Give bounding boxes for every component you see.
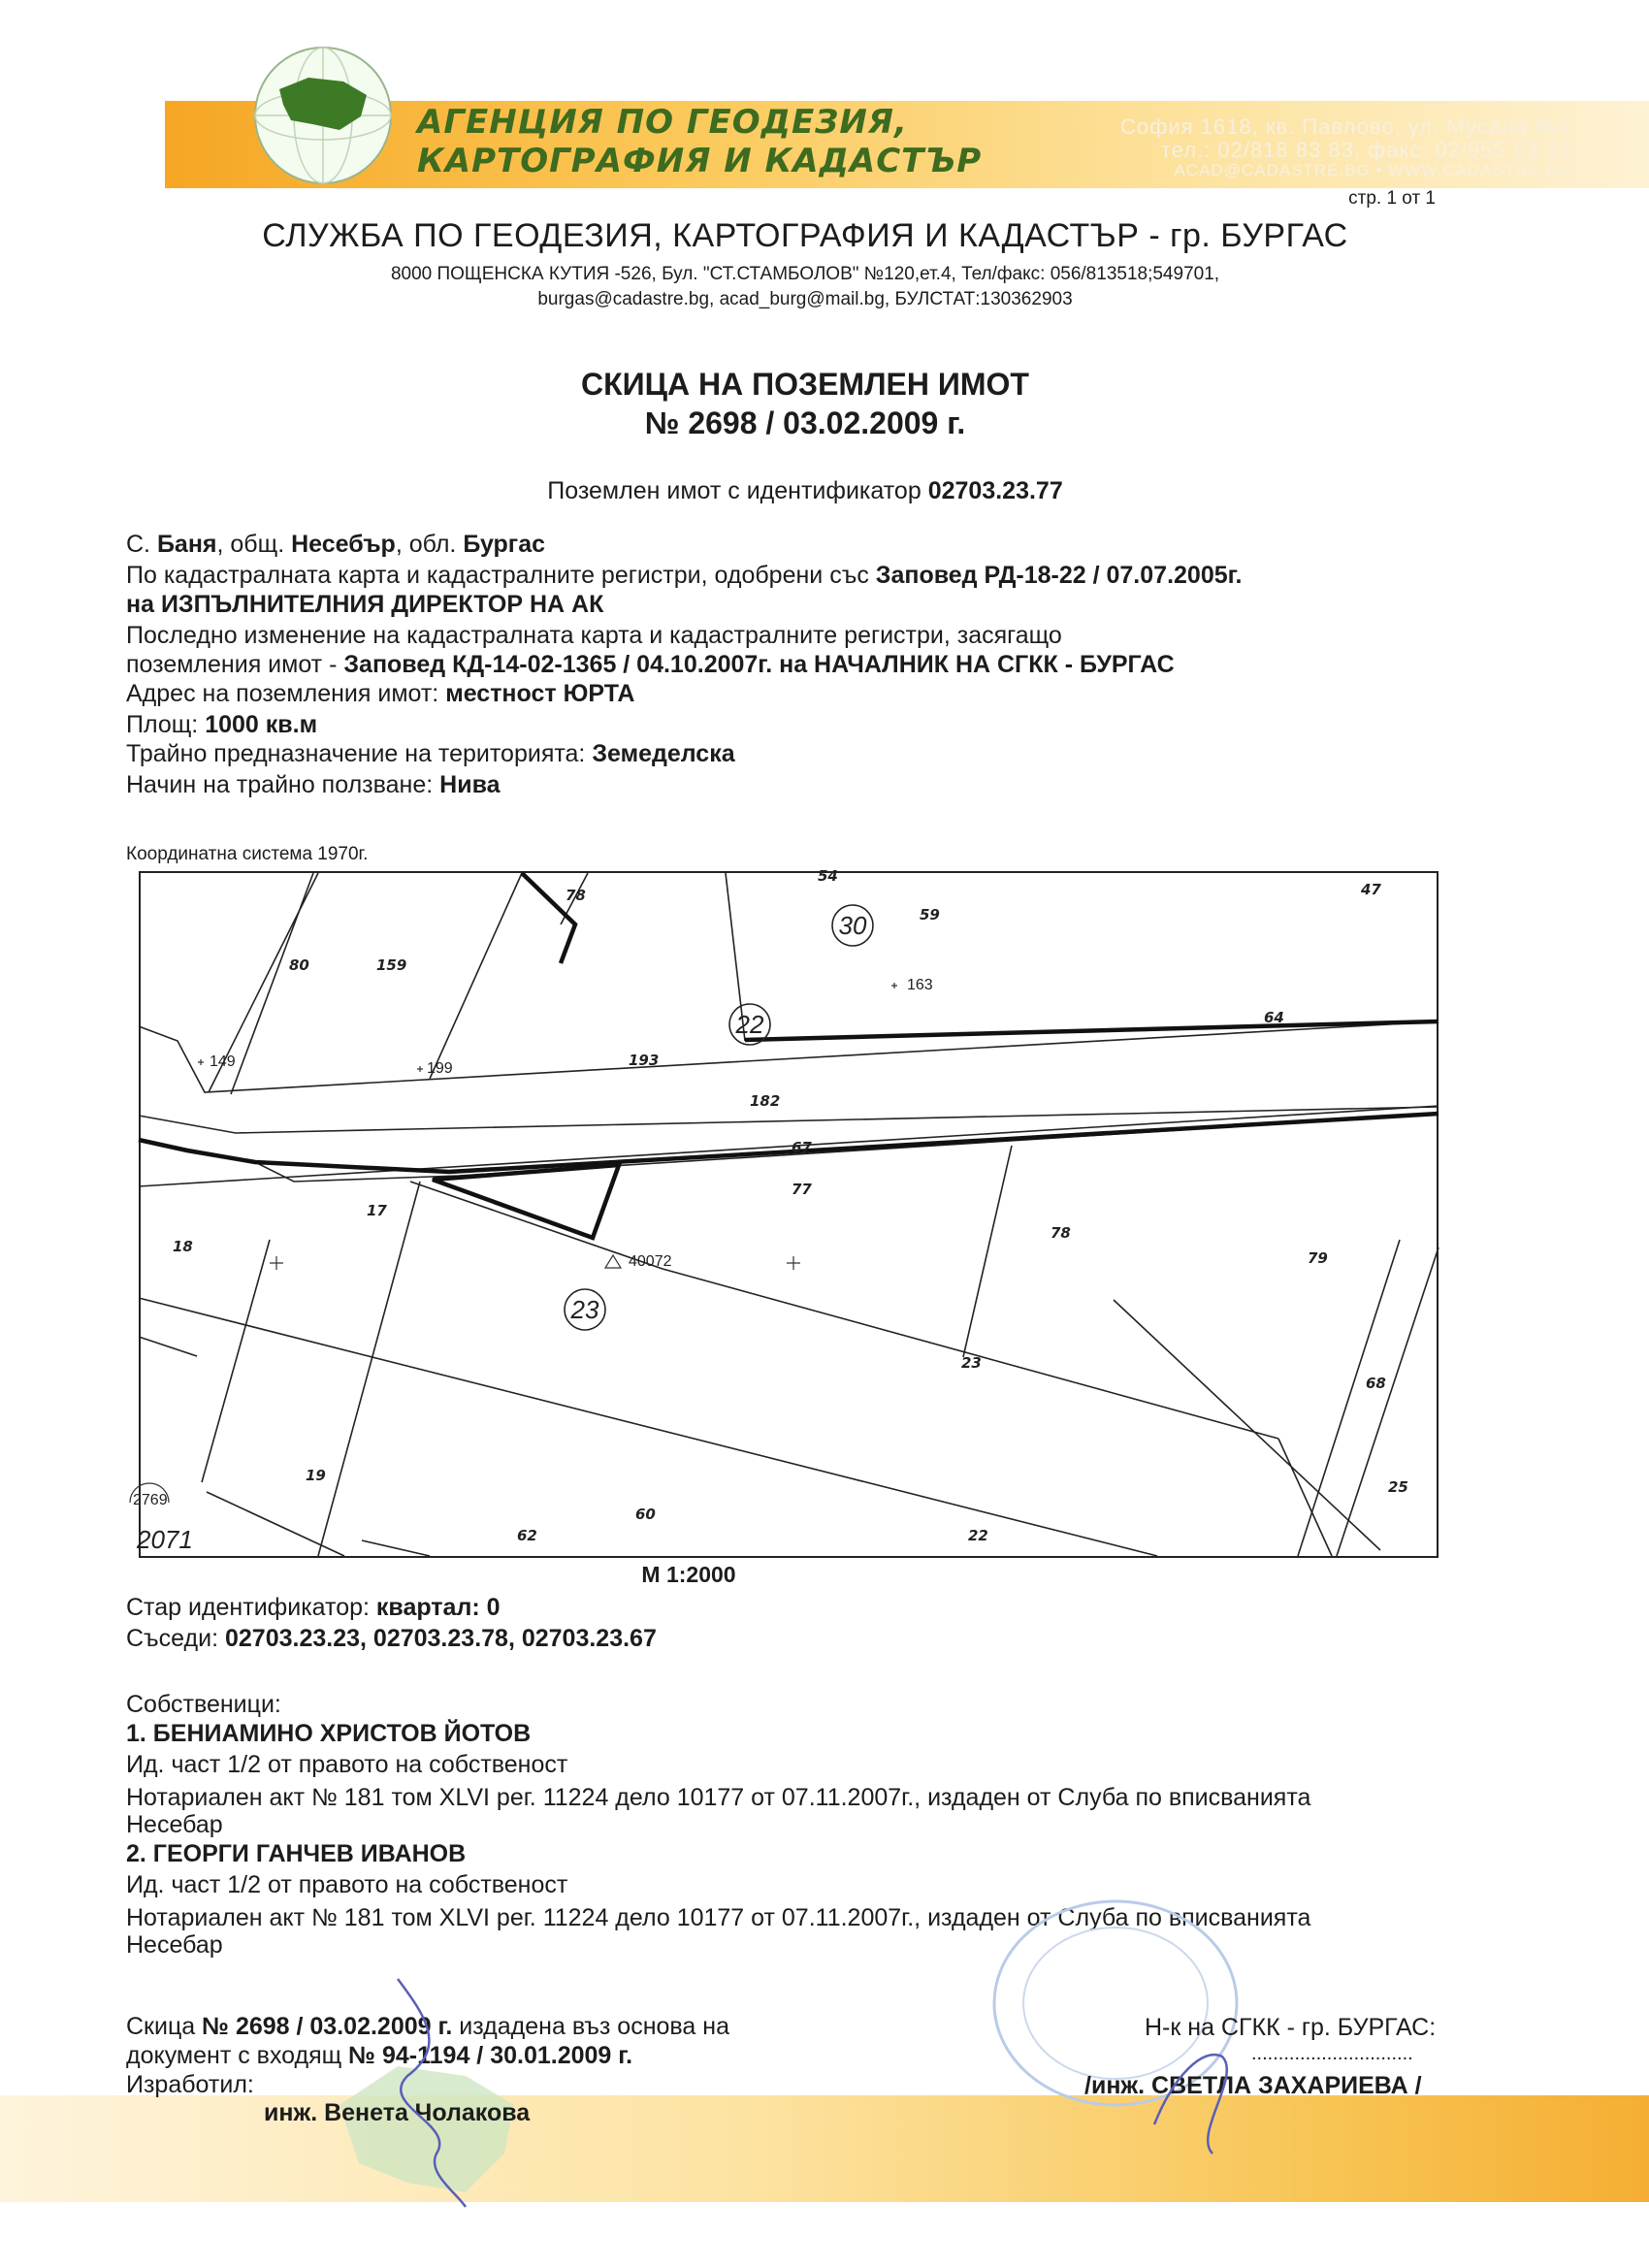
owner-deed: Нотариален акт № 181 том XLVI рег. 11224 дело 10177 от 07.11.2007г., издаден от Слуба по вписванията: [126, 1904, 1311, 1931]
last-change-label: поземления имот -: [126, 651, 338, 678]
issued-number: № 2698 / 03.02.2009 г.: [202, 2013, 453, 2040]
office-address: 8000 ПОЩЕНСКА КУТИЯ -526, Бул. "СТ.СТАМБОЛОВ" №120,ет.4, Тел/факс: 056/813518;549701,: [390, 264, 1220, 284]
municipality-prefix: , общ.: [216, 531, 285, 558]
last-change-value: Заповед КД-14-02-1365 / 04.10.2007г. на НАЧАЛНИК НА СГКК - БУРГАС: [343, 651, 1175, 678]
parcel-label: 68: [1366, 1375, 1386, 1392]
parcel-label: 60: [635, 1506, 656, 1523]
address-label: Адрес на поземления имот:: [126, 680, 439, 707]
point-label: 149: [210, 1053, 236, 1070]
owner-deed-place: Несебар: [126, 1931, 223, 1959]
parcel-label: 80: [289, 956, 309, 974]
signature: [1135, 2018, 1271, 2173]
quarter-label: 22: [735, 1010, 764, 1039]
agency-name-line1: АГЕНЦИЯ ПО ГЕОДЕЗИЯ,: [417, 103, 908, 142]
page-number: стр. 1 от 1: [1348, 188, 1436, 209]
usage-label: Начин на трайно ползване:: [126, 771, 434, 798]
point-label: 199: [427, 1060, 453, 1077]
parcel-label: 22: [968, 1527, 988, 1544]
agency-email-web: ACAD@CADASTRE.BG • WWW.CADASTRE.BG: [1174, 161, 1571, 179]
owners-heading: Собственици:: [126, 1691, 281, 1718]
parcel-label: 47: [1361, 881, 1381, 898]
chief-label: Н-к на СГКК - гр. БУРГАС:: [1145, 2014, 1437, 2041]
parcel-label: 78: [1051, 1224, 1071, 1242]
neighbors-label: Съседи:: [126, 1625, 219, 1652]
parcel-label: 79: [1308, 1249, 1328, 1267]
document-number: № 2698 / 03.02.2009 г.: [644, 405, 966, 440]
agency-address: София 1618, кв. Павлово, ул. Мусала №1: [1120, 114, 1571, 139]
parcel-label: 17: [367, 1202, 387, 1219]
location-line: [126, 530, 545, 559]
owner-name: 1. БЕНИАМИНО ХРИСТОВ ЙОТОВ: [126, 1720, 532, 1747]
owner-share: Ид. част 1/2 от правото на собственост: [126, 1751, 568, 1778]
owner-name: 2. ГЕОРГИ ГАНЧЕВ ИВАНОВ: [126, 1840, 467, 1867]
footer-band: [0, 2095, 1649, 2202]
document-title: СКИЦА НА ПОЗЕМЛЕН ИМОТ: [581, 367, 1029, 402]
order-issuer: на ИЗПЪЛНИТЕЛНИЯ ДИРЕКТОР НА АК: [126, 591, 604, 618]
old-identifier-value: квартал: 0: [375, 1594, 501, 1621]
identifier-value: 02703.23.77: [927, 477, 1063, 504]
parcel-label: 23: [961, 1354, 982, 1372]
corner-label: 2071: [137, 1525, 193, 1554]
parcel-label: 64: [1264, 1009, 1284, 1026]
region-prefix: , обл.: [395, 531, 457, 558]
cadastral-text: По кадастралната карта и кадастралните регистри, одобрени със: [126, 562, 869, 589]
address-line: [126, 679, 634, 708]
office-title: СЛУЖБА ПО ГЕОДЕЗИЯ, КАРТОГРАФИЯ И КАДАСТЪР - гр. БУРГАС: [262, 217, 1348, 254]
parcel-label: 25: [1388, 1478, 1408, 1496]
usage-value: Нива: [439, 771, 501, 798]
quarter-label: 23: [570, 1295, 599, 1324]
prepared-by: инж. Венета Чолакова: [264, 2099, 531, 2126]
quarter-label: 30: [838, 911, 867, 940]
village-value: Баня: [156, 531, 217, 558]
cadastral-line: [126, 561, 1242, 590]
agency-logo: [250, 43, 396, 188]
map-scale: М 1:2000: [641, 1562, 736, 1587]
parcel-label: 54: [818, 867, 838, 885]
owner-deed: Нотариален акт № 181 том XLVI рег. 11224 дело 10177 от 07.11.2007г., издаден от Слуба по вписванията: [126, 1784, 1311, 1811]
identifier-label: Поземлен имот с идентификатор: [547, 477, 922, 504]
purpose-label: Трайно предназначение на територията:: [126, 740, 586, 767]
point-label: 2769: [133, 1492, 168, 1508]
purpose-value: Земеделска: [592, 740, 735, 767]
old-identifier-label: Стар идентификатор:: [126, 1594, 370, 1621]
parcel-label: 182: [750, 1092, 781, 1110]
area-value: 1000 кв.м: [205, 711, 318, 738]
last-change-line1: Последно изменение на кадастралната карта и кадастралните регистри, засягащо: [126, 622, 1062, 649]
issued-suffix: издадена въз основа на: [459, 2013, 729, 2040]
village-prefix: С.: [126, 531, 150, 558]
neighbors-value: 02703.23.23, 02703.23.78, 02703.23.67: [225, 1625, 657, 1652]
old-identifier-line: [126, 1593, 501, 1622]
address-value: местност ЮРТА: [445, 680, 635, 707]
parcel-label: 59: [920, 906, 940, 923]
doc-number: № 94-1194 / 30.01.2009 г.: [348, 2042, 633, 2069]
agency-phone: тел.: 02/818 83 83, факс: 02/955 53 33: [1160, 138, 1571, 162]
area-label: Площ:: [126, 711, 199, 738]
parcel-label: 78: [566, 887, 586, 904]
point-label: 163: [907, 977, 933, 993]
parcel-label: 159: [376, 956, 407, 974]
last-change-line2: [126, 650, 1175, 679]
office-emails: burgas@cadastre.bg, acad_burg@mail.bg, БУЛСТАТ:130362903: [537, 289, 1073, 309]
parcel-label: 67: [792, 1139, 812, 1156]
purpose-line: [126, 739, 735, 768]
prepared-label: Изработил:: [126, 2071, 254, 2098]
usage-line: [126, 770, 501, 799]
order-value: Заповед РД-18-22 / 07.07.2005г.: [875, 562, 1243, 589]
globe-icon: [250, 43, 396, 188]
parcel-label: 62: [517, 1527, 537, 1544]
parcel-label: 77: [792, 1181, 812, 1198]
parcel-label: 193: [629, 1052, 660, 1069]
parcel-label: 19: [306, 1467, 326, 1484]
signature: [369, 1960, 504, 2212]
chief-name: /инж. СВЕТЛА ЗАХАРИЕВА /: [1084, 2072, 1422, 2099]
coordinate-system: Координатна система 1970г.: [126, 844, 369, 864]
owner-share: Ид. част 1/2 от правото на собственост: [126, 1871, 568, 1898]
agency-name-line2: КАРТОГРАФИЯ И КАДАСТЪР: [417, 142, 983, 180]
chief-dots: ..............................: [1251, 2043, 1413, 2064]
parcel-label: 18: [173, 1238, 193, 1255]
point-label: 40072: [629, 1253, 672, 1270]
cadastral-map: [133, 867, 1439, 1560]
neighbors-line: [126, 1624, 657, 1653]
municipality-value: Несебър: [291, 531, 396, 558]
doc-prefix: документ с входящ: [126, 2042, 342, 2069]
issued-prefix: Скица: [126, 2013, 196, 2040]
owner-deed-place: Несебар: [126, 1811, 223, 1838]
identifier-line: [0, 477, 1610, 505]
region-value: Бургас: [463, 531, 546, 558]
area-line: [126, 710, 317, 739]
